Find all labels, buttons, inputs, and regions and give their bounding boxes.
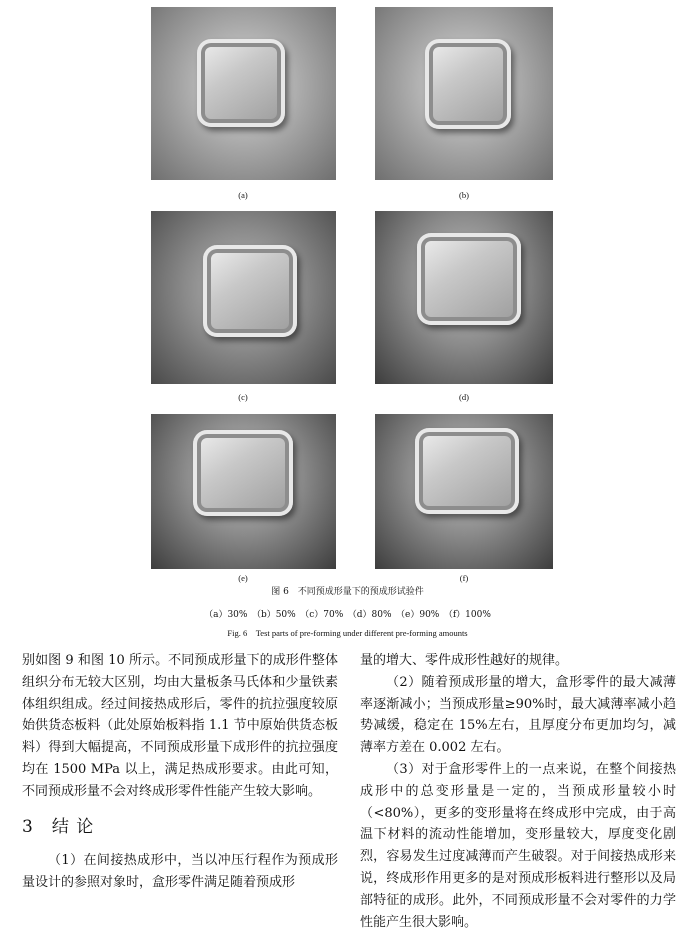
box-part-d <box>417 233 521 325</box>
sublabel-c: (c) <box>238 392 248 402</box>
section-number: 3 <box>22 816 34 837</box>
sublabel-d: (d) <box>459 392 469 402</box>
left-column <box>22 650 338 894</box>
photo-b <box>375 7 553 180</box>
photo-a <box>151 7 336 180</box>
photo-f <box>375 414 553 569</box>
sublabel-f: (f) <box>459 573 469 583</box>
section-heading <box>22 817 338 839</box>
box-part-f <box>415 428 519 514</box>
right-paragraph-1: 量的增大、零件成形性越好的规律。 <box>360 653 569 668</box>
photo-d <box>375 211 553 384</box>
figure-caption-en: Fig. 6 Test parts of pre-forming under different pre-forming amounts <box>227 628 468 638</box>
left-paragraph-2: （1）在间接热成形中，当以冲压行程作为预成形量设计的参照对象时，盒形零件满足随着预成形 <box>22 853 338 891</box>
right-column <box>360 650 676 933</box>
box-part-c <box>203 245 297 337</box>
right-paragraph-3: （3）对于盒形零件上的一点来说，在整个间接热成形中的总变形量是一定的，当预成形量较小时（<80%），更多的变形量将在终成形中完成，由于高温下材料的流动性能增加，变形量较大，厚度变化剧烈，容易发生过度减薄而产生破裂。对于间接热成形来说，终成形作用更多的是对预成形板料进行整形以及局部特征的成形。此外，不同预成形量不会对零件的力学性能产生很大影响。 <box>360 761 676 930</box>
photo-e <box>151 414 336 569</box>
sublabel-a: (a) <box>238 190 248 200</box>
right-paragraph-2: （2）随着预成形量的增大，盒形零件的最大减薄率逐渐减小；当预成形量≥90%时，最大减薄率减小趋势减缓，稳定在 15%左右，且厚度分布更加均匀，减薄率方差在 0.002 左右。 <box>360 674 676 756</box>
box-part-e <box>193 430 293 516</box>
section-title: 结 论 <box>51 816 95 837</box>
left-paragraph-1: 别如图 9 和图 10 所示。不同预成形量下的成形件整体组织分布无较大区别，均由大量板条马氏体和少量铁素体组织组成。经过间接热成形后，零件的抗拉强度较原始供货态板料（此处原始板料指 1.1 节中原始供货态板料）得到大幅提高，不同预成形量下成形件的抗拉强度均在 1500 MPa 以上，满足热成形要求。由此可知，不同预成形量不会对终成形零件性能产生较大影响。 <box>22 653 338 799</box>
figure-caption-cn: 图 6 不同预成形量下的预成形试验件 <box>271 587 424 597</box>
box-part-a <box>197 39 285 127</box>
box-part-b <box>425 39 511 129</box>
sublabel-e: (e) <box>238 573 248 583</box>
photo-c <box>151 211 336 384</box>
figure-legend: （a）30% （b）50% （c）70% （d）80% （e）90% （f）100% <box>204 610 491 620</box>
sublabel-b: (b) <box>459 190 469 200</box>
